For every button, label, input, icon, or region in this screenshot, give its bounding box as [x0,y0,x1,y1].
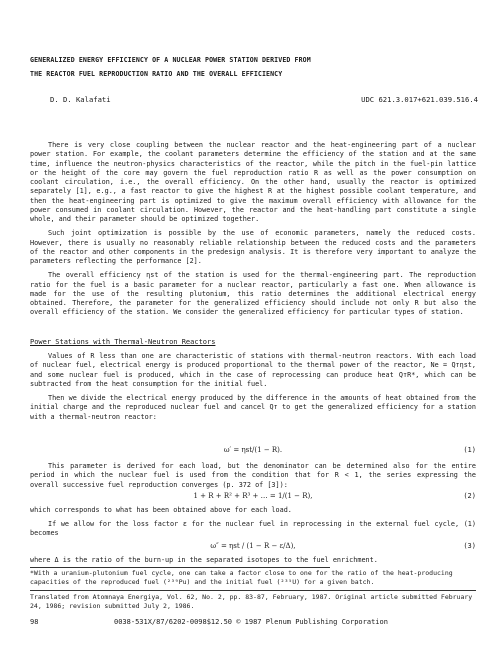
article-title-line-2: THE REACTOR FUEL REPRODUCTION RATIO AND THE OVERALL EFFICIENCY [30,70,283,78]
equation-3-number: (3) [463,542,476,550]
footnote: *With a uranium-plutonium fuel cycle, one can take a factor close to one for the ratio of the heat-producing capacities of the reproduced fuel (²³⁹Pu) and the initial fuel (²³⁵U) for a given batch. [30,569,453,586]
section-heading: Power Stations with Thermal-Neutron Reactors [30,338,216,346]
paragraph-c-block [30,506,476,515]
equation-3-formula: ω″ = ηst / (1 − R − ε/Δ), [210,542,296,550]
paragraph-d: If we allow for the loss factor ε for the nuclear fuel in reprocessing in the external fuel cycle, (1) becomes [30,520,476,538]
equation-3 [30,542,476,552]
translation-divider [30,590,476,591]
paragraph-section-1: Values of R less than one are characteristic of stations with thermal-neutron reactors. With each load of nuclear fuel, electrical energy is produced proportional to the thermal power of the reactor, Ne = Qтηst, and some nuclear fuel is produced, which in the case of reprocessing can produce heat QтR*, which can be subtracted from the heat consumption for the initial fuel. [30,352,476,388]
equation-1 [30,446,476,456]
paragraph-intro-3: The overall efficiency ηst of the station is used for the thermal-engineering part. The reproduction ratio for the fuel is a basic parameter for a nuclear reactor, particularly a fast one. When allowance is made for the use of the resulting plutonium, this ratio determines the additional electrical energy obtained. Therefore, the parameter for the generalized efficiency should include not only R but also the overall efficiency of the station. We consider the generalized efficiency for particular types of station. [30,271,476,317]
udc-code: UDC 621.3.017+621.039.516.4 [361,95,478,104]
equation-1-formula: ω′ = ηst/(1 − R). [223,446,283,454]
paragraph-section-2: Then we divide the electrical energy produced by the difference in the amounts of heat obtained from the initial charge and the reproduced nuclear fuel and cancel Qт to get the generalized efficiency for a station with a thermal-neutron reactor: [30,394,476,421]
footnote-divider [30,567,330,568]
author-name: D. D. Kalafati [50,95,111,104]
paragraph-intro-1: There is very close coupling between the nuclear reactor and the heat-engineering part of a nuclear power station. For example, the coolant parameters determine the efficiency of the station and at the same time, influence the neutron-physics characteristics of the reactor, while the pitch in the fuel-pin lattice or the height of the core may govern the fuel reproduction ratio R as well as the power consumption on coolant circulation, i.e., the overall efficiency. On the other hand, usually the reactor is optimized separately [1], e.g., a fast reactor to give the highest R at the highest possible coolant temperature, and then the heat-engineering part is optimized to give the maximum overall efficiency with allowance for the power consumed in coolant circulation. However, the reactor and the heat-handling part constitute a single whole, and their parameter should be optimized together. [30,141,476,223]
paragraph-b: This parameter is derived for each load, but the denominator can be determined also for the entire period in which the nuclear fuel is used from the condition that for R < 1, the series expressing the overall successive fuel reproduction converges (p. 372 of [3]): [30,462,476,489]
paragraph-c: which corresponds to what has been obtained above for each load. [30,506,292,514]
equation-2-number: (2) [463,492,476,500]
equation-1-number: (1) [463,446,476,454]
paragraph-b-block [30,462,476,490]
paragraph-d-block [30,520,476,539]
page-number: 98 [30,618,39,626]
equation-2 [30,492,476,502]
paragraph-e: where Δ is the ratio of the burn-up in the separated isotopes to the fuel enrichment. [30,556,378,564]
paragraph-e-block [30,556,476,565]
intro-section [30,141,476,318]
section-a [30,352,476,422]
publisher-line: 0038-531X/87/6202-0098$12.50 © 1987 Plenum Publishing Corporation [114,618,388,626]
article-title-line-1: GENERALIZED ENERGY EFFICIENCY OF A NUCLEAR POWER STATION DERIVED FROM [30,56,311,64]
equation-2-formula: 1 + R + R² + R³ + … = 1/(1 − R), [193,492,313,500]
translation-note: Translated from Atomnaya Energiya, Vol. 62, No. 2, pp. 83-87, February, 1987. Original article submitted February 24, 1986; revision submitted July 2, 1986. [30,593,473,610]
paragraph-intro-2: Such joint optimization is possible by the use of economic parameters, namely the reduced costs. However, there is usually no reasonably reliable relationship between the reduced costs and the parameters of the reactor and other components in the predesign analysis. It is therefore very important to analyze the parameters reflecting the performance [2]. [30,229,476,265]
